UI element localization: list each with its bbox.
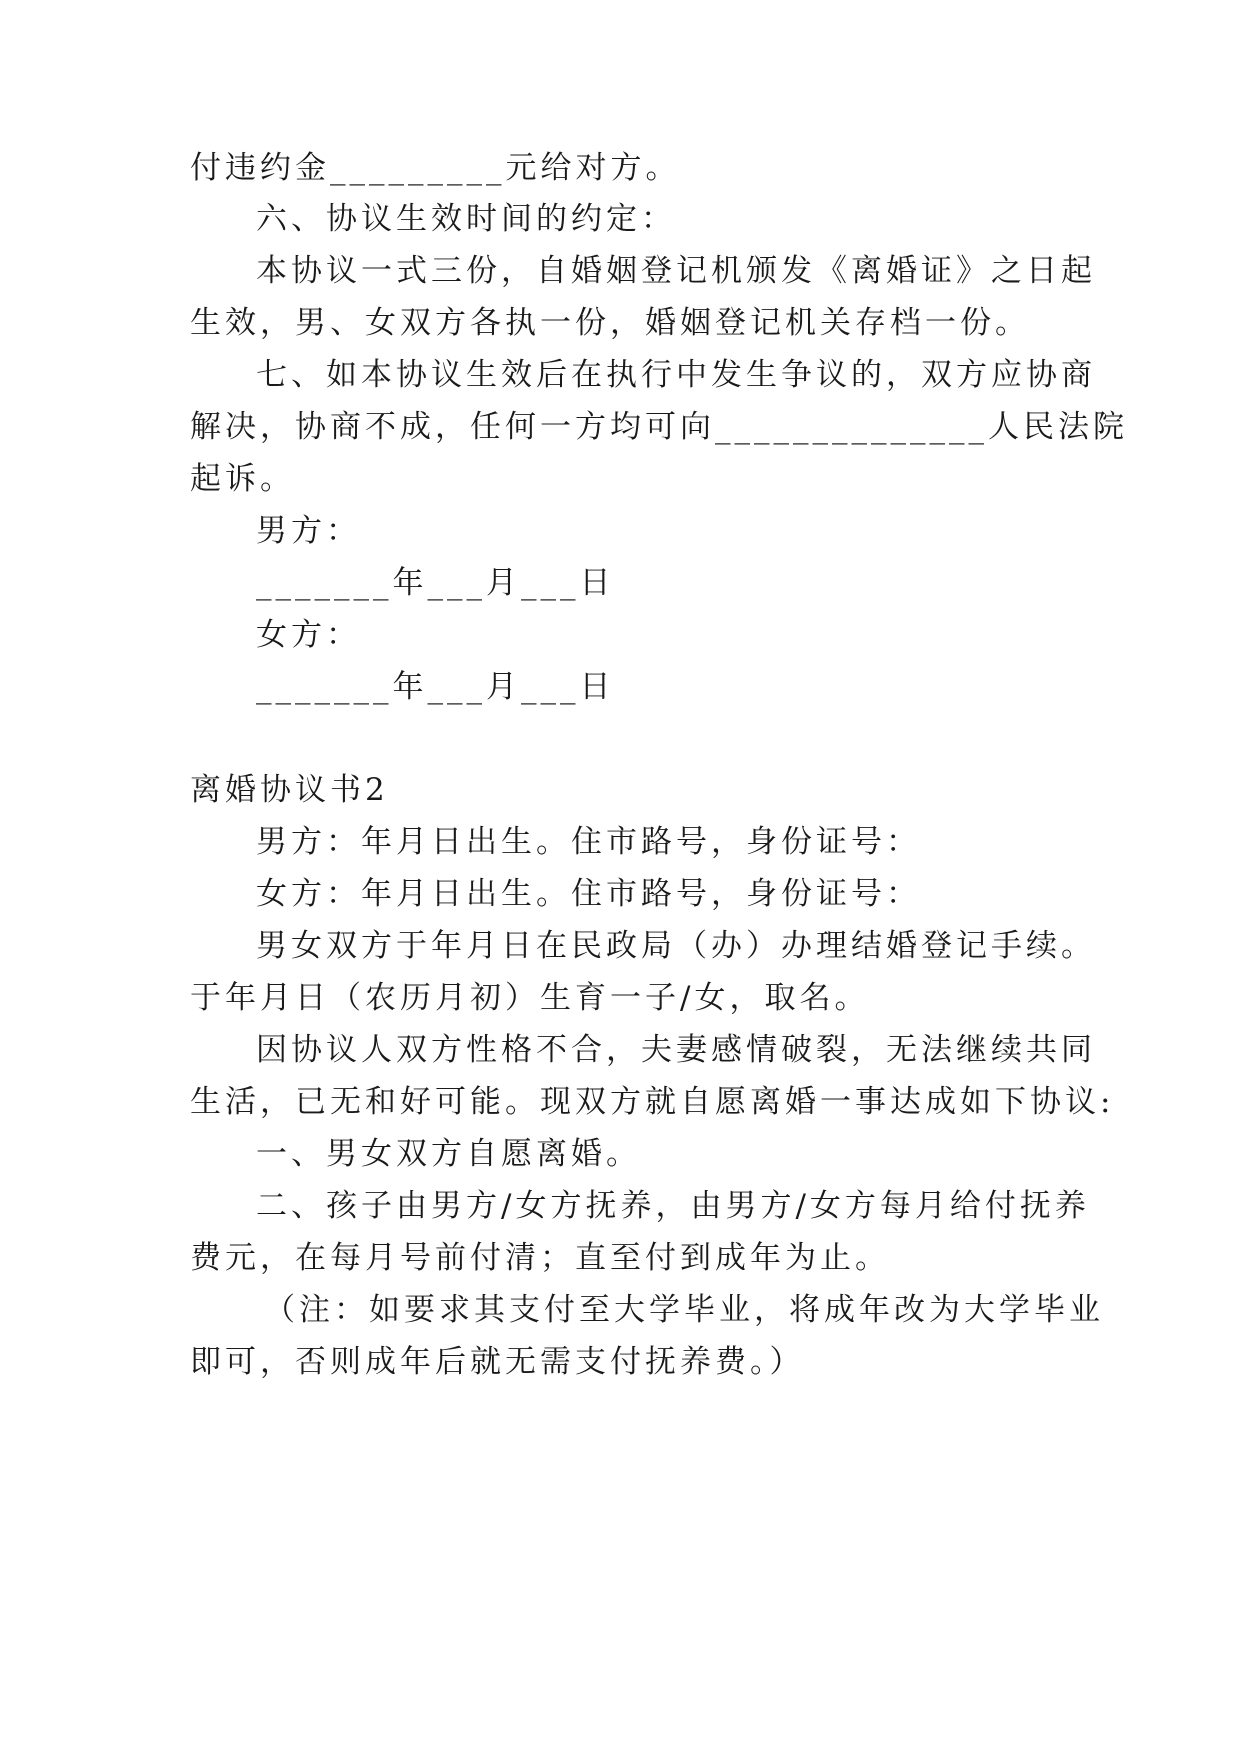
text-line: 女方：年月日出生。住市路号，身份证号： bbox=[256, 876, 921, 912]
text-line: 费元，在每月号前付清；直至付到成年为止。 bbox=[190, 1240, 890, 1276]
text-line: 男方：年月日出生。住市路号，身份证号： bbox=[256, 824, 921, 860]
signature-date-female: _______年___月___日 bbox=[256, 669, 615, 705]
text-line: 起诉。 bbox=[190, 461, 295, 497]
signature-label-female: 女方： bbox=[256, 617, 361, 653]
clause-line: 二、孩子由男方/女方抚养，由男方/女方每月给付抚养 bbox=[256, 1188, 1090, 1224]
signature-label-male: 男方： bbox=[256, 513, 361, 549]
text-line: 解决，协商不成，任何一方均可向______________人民法院 bbox=[190, 409, 1128, 445]
text-line: 于年月日（农历月初）生育一子/女，取名。 bbox=[190, 980, 870, 1016]
text-line: 生活，已无和好可能。现双方就自愿离婚一事达成如下协议: bbox=[190, 1084, 1115, 1120]
note-line: 即可，否则成年后就无需支付抚养费。） bbox=[190, 1344, 805, 1380]
section-heading: 六、协议生效时间的约定： bbox=[256, 201, 676, 237]
text-line: 因协议人双方性格不合，夫妻感情破裂，无法继续共同 bbox=[256, 1032, 1096, 1068]
text-line: 生效，男、女双方各执一份，婚姻登记机关存档一份。 bbox=[190, 305, 1030, 341]
text-line: 男女双方于年月日在民政局（办）办理结婚登记手续。 bbox=[256, 928, 1096, 964]
text-line: 七、如本协议生效后在执行中发生争议的，双方应协商 bbox=[256, 357, 1096, 393]
clause-line: 一、男女双方自愿离婚。 bbox=[256, 1136, 641, 1172]
note-line: （注：如要求其支付至大学毕业，将成年改为大学毕业 bbox=[264, 1292, 1104, 1328]
document-title: 离婚协议书2 bbox=[190, 772, 389, 808]
signature-date-male: _______年___月___日 bbox=[256, 565, 615, 601]
text-line: 付违约金_________元给对方。 bbox=[190, 150, 681, 186]
text-line: 本协议一式三份，自婚姻登记机颁发《离婚证》之日起 bbox=[256, 253, 1096, 289]
